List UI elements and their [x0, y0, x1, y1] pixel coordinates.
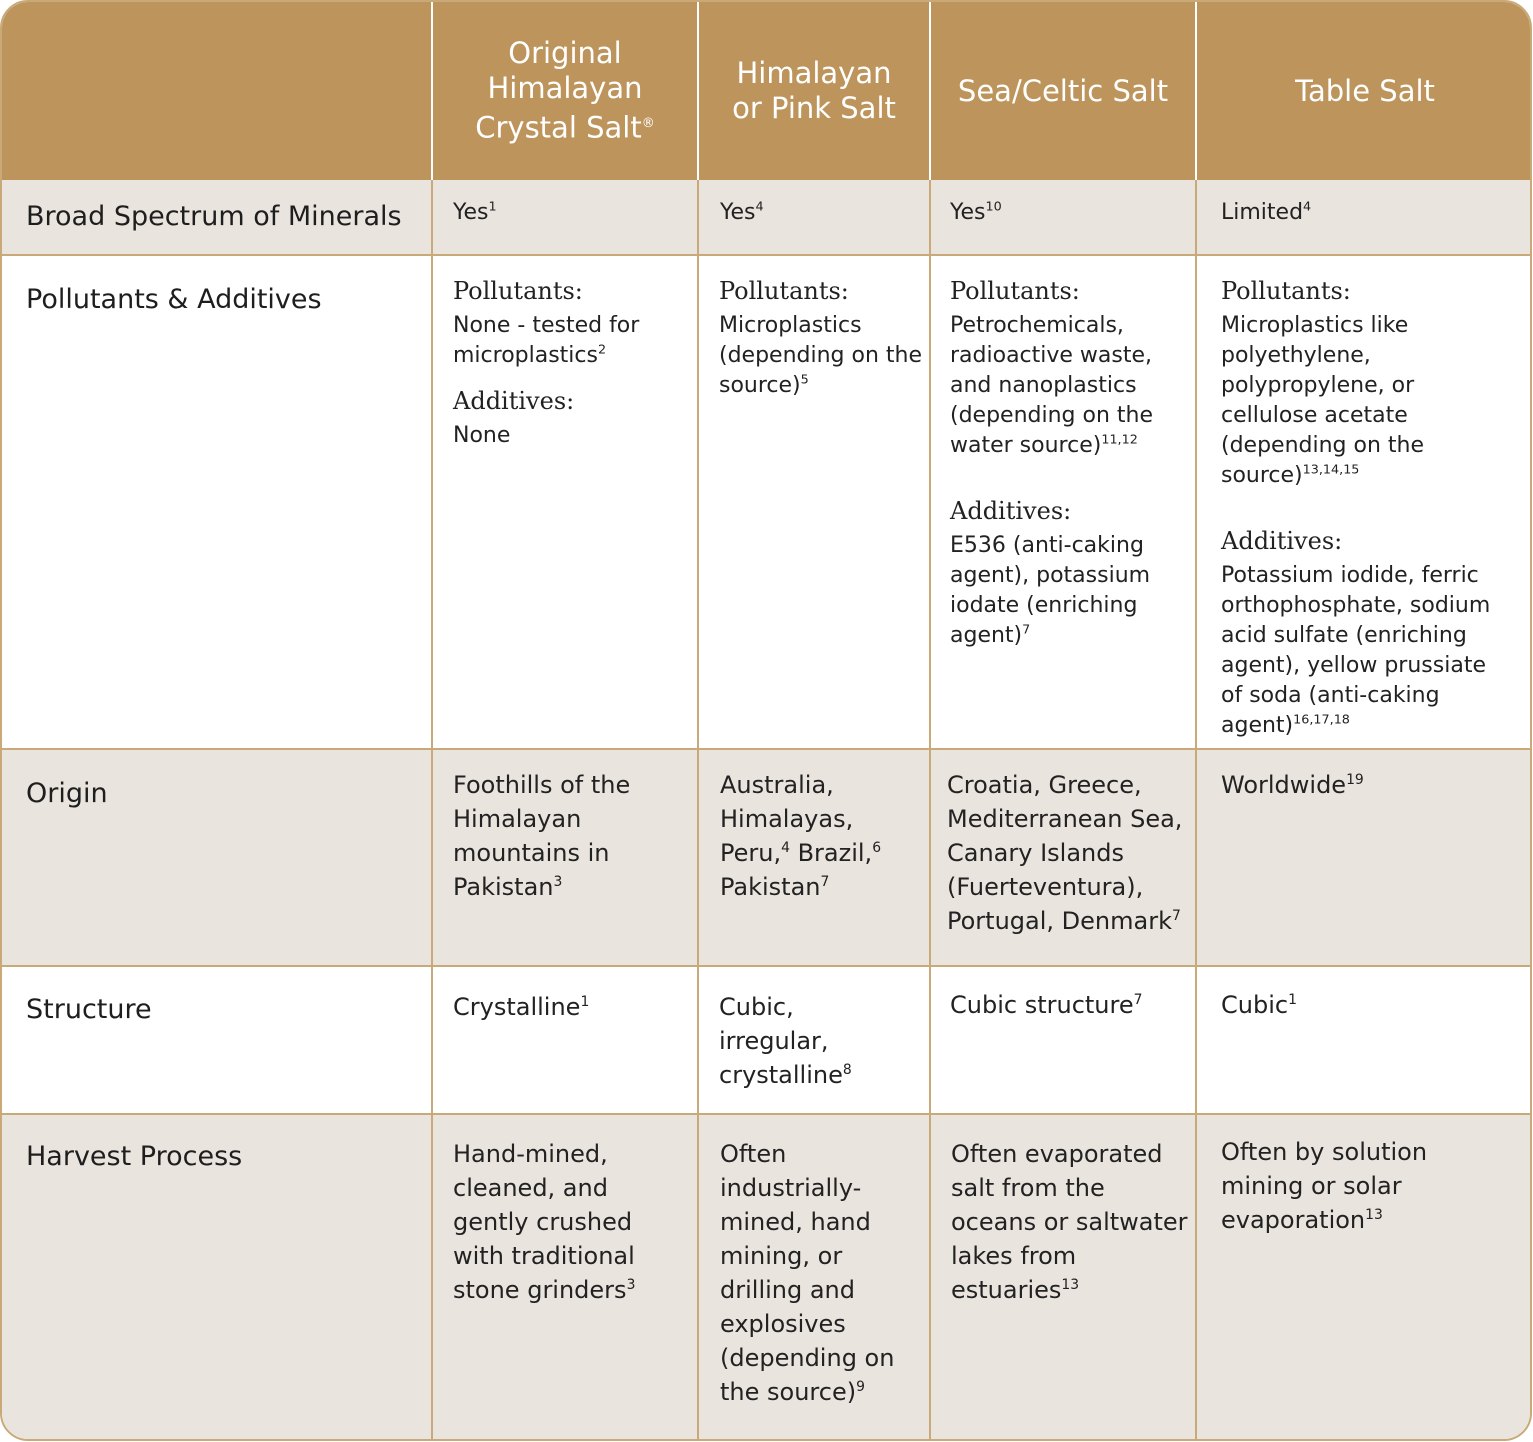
row-minerals	[2, 180, 1530, 255]
footnote-ref: 13,14,15	[1302, 462, 1360, 478]
row-label-harvest: Harvest Process	[26, 1141, 243, 1172]
column-header-original-himalayan	[432, 2, 698, 180]
col4-line1: Table Salt	[1295, 73, 1435, 108]
footnote-ref: 4	[755, 199, 764, 215]
cell-text: Yes	[720, 200, 756, 225]
header-row	[2, 2, 1530, 180]
minerals-col3	[950, 198, 1002, 228]
pollutants-text: Microplastics (depending on the source)	[719, 313, 923, 398]
pollutants-text: Microplastics like polyethylene, polypropylene, or cellulose acetate (depending on the source)	[1221, 313, 1425, 488]
additives-text: Potassium iodide, ferric orthophosphate, sodium acid sulfate (enriching agent), yellow prussiate of soda (anti-caking agent)	[1221, 563, 1491, 738]
harvest-col1	[453, 1137, 688, 1307]
minerals-col4	[1221, 198, 1311, 228]
pollutants-heading: Pollutants:	[719, 277, 849, 305]
row-divider	[2, 254, 1530, 256]
footnote-ref: 13	[1061, 1277, 1080, 1293]
column-divider	[1195, 180, 1197, 1441]
footnote-ref: 4	[781, 840, 790, 856]
footnote-ref: 4	[1303, 199, 1312, 215]
footnote-ref: 13	[1365, 1207, 1383, 1223]
footnote-ref: 1	[488, 199, 497, 215]
cell-text: Often industrially-mined, hand mining, or drilling and explosives (depending on the source)	[720, 1140, 895, 1406]
footnote-ref: 2	[597, 342, 607, 358]
footnote-ref: 6	[872, 840, 882, 856]
column-header-himalayan-pink	[698, 2, 930, 180]
row-harvest	[2, 1114, 1530, 1441]
footnote-ref: 5	[800, 372, 809, 388]
cell-text: Often by solution mining or solar evaporation	[1221, 1138, 1428, 1234]
column-header-sea-celtic	[930, 2, 1196, 180]
additives-heading: Additives:	[1221, 527, 1343, 555]
footnote-ref: 7	[1133, 992, 1143, 1008]
column-divider	[431, 180, 433, 1441]
cell-text: Pakistan	[720, 873, 821, 901]
harvest-col4	[1221, 1135, 1461, 1237]
footnote-ref: 7	[1171, 908, 1181, 924]
footnote-ref: 9	[856, 1379, 865, 1395]
additives-heading: Additives:	[453, 387, 575, 415]
pollutants-heading: Pollutants:	[950, 277, 1080, 305]
column-header-table-salt	[1196, 2, 1532, 180]
pollutants-heading: Pollutants:	[1221, 277, 1351, 305]
additives-text: E536 (anti-caking agent), potassium iodate (enriching agent)	[950, 533, 1151, 648]
origin-col4	[1221, 768, 1511, 802]
footnote-ref: 3	[626, 1277, 636, 1293]
cell-text: Australia, Himalayas, Peru,	[720, 771, 854, 867]
additives-text: None	[453, 423, 511, 448]
footnote-ref: 8	[842, 1062, 852, 1078]
pollutants-col4	[1221, 275, 1511, 755]
footnote-ref: 3	[553, 874, 563, 890]
pollutants-col1	[453, 275, 688, 465]
cell-text: Cubic	[1221, 991, 1289, 1019]
origin-col3	[947, 768, 1187, 938]
col3-line1: Sea/Celtic Salt	[957, 73, 1169, 108]
col2-line1: Himalayan	[736, 56, 892, 90]
structure-col3	[950, 988, 1190, 1022]
footnote-ref: 7	[1022, 622, 1031, 638]
footnote-ref: 1	[580, 994, 590, 1010]
pollutants-text: None - tested for microplastics	[453, 313, 640, 368]
row-label-origin: Origin	[26, 778, 108, 809]
row-origin	[2, 749, 1530, 966]
col1-line3: Crystal Salt	[475, 110, 642, 145]
row-label-structure: Structure	[26, 994, 152, 1025]
pollutants-text: Petrochemicals, radioactive waste, and nanoplastics (depending on the water source)	[950, 313, 1154, 458]
structure-col4	[1221, 988, 1511, 1022]
cell-text: Yes	[950, 200, 986, 225]
cell-text: Limited	[1221, 200, 1304, 225]
footnote-ref: 7	[820, 874, 830, 890]
col2-line2: or Pink Salt	[732, 91, 896, 125]
column-divider	[697, 180, 699, 1441]
cell-text: Often evaporated salt from the oceans or saltwater lakes from estuaries	[951, 1140, 1188, 1304]
cell-text: Cubic structure	[950, 991, 1134, 1019]
minerals-col1	[453, 198, 497, 228]
cell-text: Worldwide	[1221, 771, 1347, 799]
header-divider	[431, 2, 433, 180]
structure-col2	[719, 990, 869, 1092]
cell-text: Hand-mined, cleaned, and gently crushed with traditional stone grinders	[453, 1140, 635, 1304]
row-divider	[2, 965, 1530, 967]
structure-col1	[453, 990, 683, 1024]
cell-text: Foothills of the Himalayan mountains in Pakistan	[453, 771, 631, 901]
origin-col2	[720, 768, 925, 904]
cell-text: Cubic, irregular, crystalline	[719, 993, 843, 1089]
cell-text: Croatia, Greece, Mediterranean Sea, Canary Islands (Fuerteventura), Portugal, Denmark	[947, 771, 1183, 935]
footnote-ref: 19	[1346, 772, 1364, 788]
footnote-ref: 16,17,18	[1293, 712, 1350, 728]
pollutants-col2	[719, 275, 924, 415]
header-divider	[697, 2, 699, 180]
cell-text: Brazil,	[789, 839, 873, 867]
minerals-col2	[720, 198, 764, 228]
pollutants-col3	[950, 275, 1185, 665]
col1-line2: Himalayan	[487, 71, 643, 106]
col1-line1: Original	[508, 36, 622, 71]
footnote-ref: 11,12	[1101, 432, 1138, 448]
header-divider	[929, 2, 931, 180]
cell-text: Crystalline	[453, 993, 581, 1021]
footnote-ref: 10	[985, 199, 1002, 215]
header-divider	[1195, 2, 1197, 180]
footnote-ref: 1	[1288, 992, 1297, 1008]
origin-col1	[453, 768, 683, 904]
row-structure	[2, 966, 1530, 1114]
row-divider	[2, 748, 1530, 750]
harvest-col2	[720, 1137, 910, 1409]
harvest-col3	[951, 1137, 1191, 1307]
row-label-minerals: Broad Spectrum of Minerals	[26, 201, 402, 232]
additives-heading: Additives:	[950, 497, 1072, 525]
column-divider	[929, 180, 931, 1441]
row-pollutants	[2, 255, 1530, 749]
registered-mark: ®	[641, 116, 655, 132]
pollutants-heading: Pollutants:	[453, 277, 583, 305]
row-label-pollutants: Pollutants & Additives	[26, 284, 322, 315]
cell-text: Yes	[453, 200, 489, 225]
row-divider	[2, 1113, 1530, 1115]
